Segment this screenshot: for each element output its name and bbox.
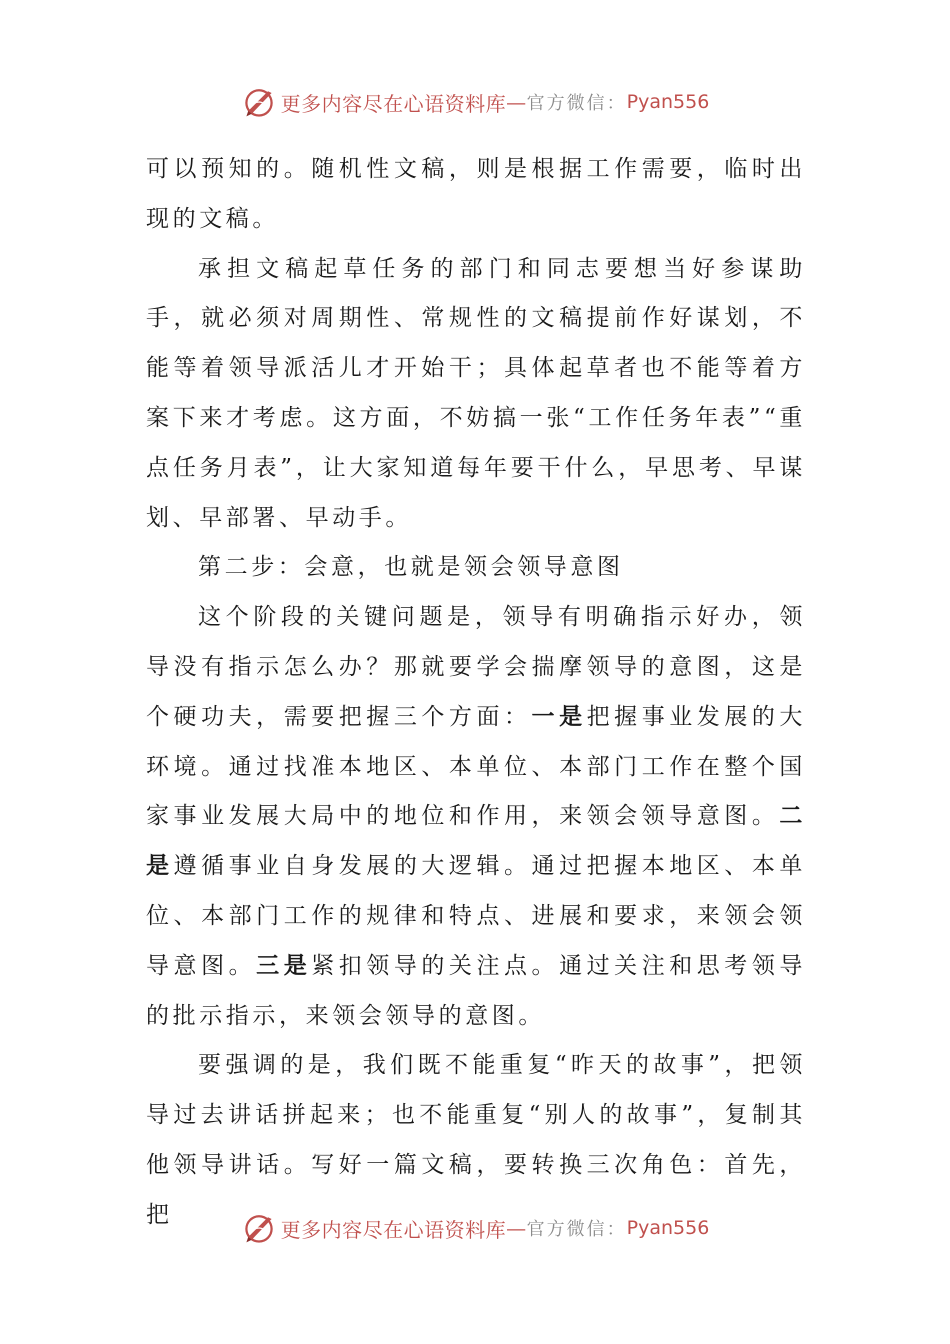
p4-text-2: 遵循事业自身发展的大逻辑。通过把握本地区、本单位、本部门工作的规律和特点、进展和要求，来领会领导意图。: [146, 853, 806, 979]
banner-dash: —: [506, 90, 527, 114]
pen-logo-icon: [241, 84, 277, 120]
header-banner: [0, 82, 950, 122]
banner-wechat-id: Pyan556: [626, 1217, 710, 1239]
footer-banner: [0, 1208, 950, 1248]
banner-wechat-label: 官方微信：: [526, 93, 627, 114]
p4-text-3: 紧扣领导的关注点。通过关注和思考领导的批示指示，来领会领导的意图。: [146, 952, 806, 1029]
p4-intro: 这个阶段的关键问题是，领导有明确指示好办，领导没有指示怎么办？那就要学会揣摩领导的意图，这是个硬功夫，需要把握三个方面：: [146, 604, 806, 730]
banner-site-text: 更多内容尽在心语资料库: [280, 1217, 507, 1242]
paragraph-4: [146, 593, 806, 1041]
keyword-second: 二是: [146, 803, 806, 880]
section-heading: 第二步：会意，也就是领会领导意图: [198, 554, 624, 581]
banner-dash: —: [506, 1216, 527, 1240]
document-body: [146, 145, 806, 1241]
p4-text-1: 把握事业发展的大环境。通过找准本地区、本单位、本部门工作在整个国家事业发展大局中的地位和作用，来领会领导意图。: [146, 703, 806, 830]
keyword-third: 三是: [256, 952, 312, 979]
banner-site-text: 更多内容尽在心语资料库: [280, 91, 507, 116]
pen-logo-icon: [241, 1210, 277, 1246]
banner-wechat-label: 官方微信：: [526, 1219, 627, 1240]
banner-wechat-id: Pyan556: [626, 91, 710, 113]
paragraph-5: 要强调的是，我们既不能重复“昨天的故事”，把领导过去讲话拼起来；也不能重复“别人的故事”，复制其他领导讲话。写好一篇文稿，要转换三次角色：首先，把: [146, 1052, 806, 1228]
paragraph-1: 可以预知的。随机性文稿，则是根据工作需要，临时出现的文稿。: [146, 156, 806, 232]
keyword-first: 一是: [531, 703, 587, 730]
paragraph-2: 承担文稿起草任务的部门和同志要想当好参谋助手，就必须对周期性、常规性的文稿提前作好谋划，不能等着领导派活儿才开始干；具体起草者也不能等着方案下来才考虑。这方面，不妨搞一张“工作任务年表”“重点任务月表”，让大家知道每年要干什么，早思考、早谋划、早部署、早动手。: [146, 255, 806, 531]
